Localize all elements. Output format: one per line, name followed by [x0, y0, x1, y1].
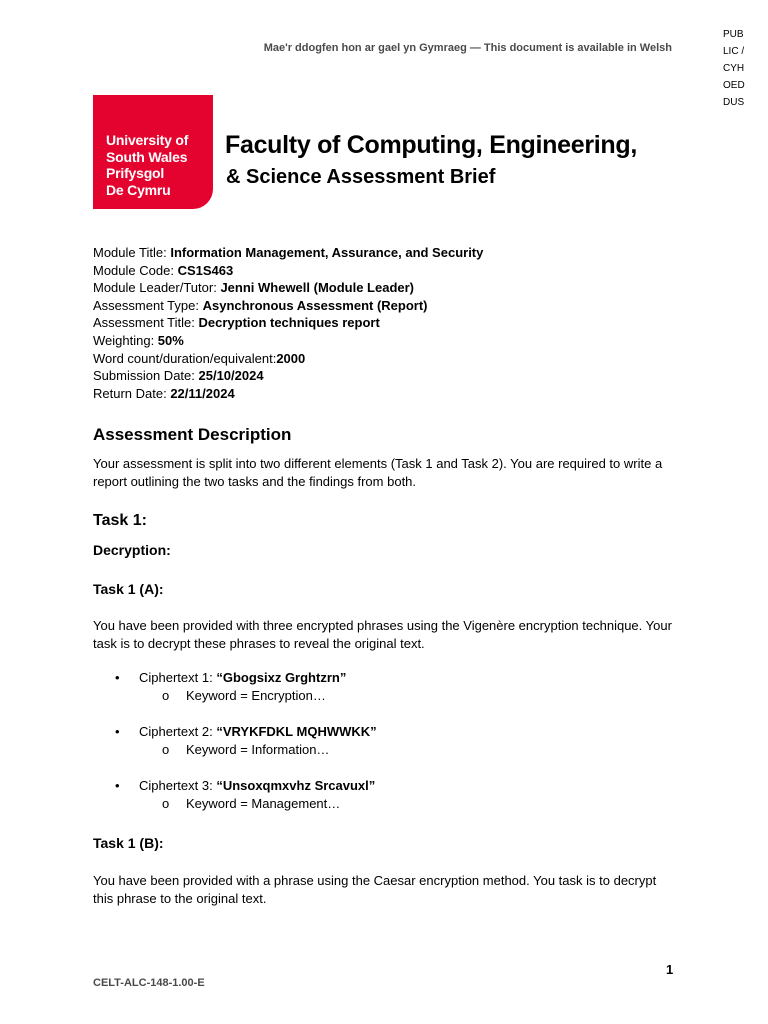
meta-label: Return Date: — [93, 385, 171, 401]
meta-value: 25/10/2024 — [198, 368, 264, 384]
document-title: Faculty of Computing, Engineering, — [225, 131, 638, 159]
cipher-label: Ciphertext 1: — [139, 670, 217, 685]
meta-label: Module Leader/Tutor: — [93, 280, 221, 296]
meta-value: 22/11/2024 — [170, 385, 235, 401]
meta-row — [93, 385, 683, 403]
welsh-availability-note: Mae'r ddogfen hon ar gael yn Gymraeg — This document is available in Welsh — [263, 42, 672, 54]
cipher-label: Ciphertext 2: — [139, 724, 217, 739]
document-subtitle: & Science Assessment Brief — [226, 166, 496, 188]
assessment-description-heading: Assessment Description — [93, 425, 292, 444]
cipher-label: Ciphertext 3: — [139, 778, 217, 793]
circle-bullet-icon: o — [162, 742, 170, 757]
keyword-text: Keyword = Encryption… — [186, 688, 326, 703]
bullet-icon: • — [115, 724, 120, 739]
meta-row — [93, 279, 683, 297]
cipher-value: “Gbogsixz Grghtzrn” — [216, 670, 347, 685]
meta-label: Weighting: — [93, 332, 158, 348]
meta-row — [93, 350, 683, 368]
task1a-heading: Task 1 (A): — [93, 581, 164, 597]
keyword-text: Keyword = Information… — [186, 742, 330, 757]
meta-row — [93, 244, 683, 262]
meta-row — [93, 262, 683, 280]
task1-heading: Task 1: — [93, 512, 147, 529]
meta-label: Module Title: — [93, 245, 171, 260]
meta-row — [93, 332, 683, 350]
cipher-value: “Unsoxqmxvhz Srcavuxl” — [216, 778, 376, 793]
document-code: CELT-ALC-148-1.00-E — [93, 977, 205, 989]
meta-value: CS1S463 — [177, 262, 234, 278]
keyword-item — [162, 742, 329, 757]
keyword-item — [162, 688, 326, 703]
bullet-icon: • — [115, 778, 120, 793]
logo-line: University of — [106, 132, 189, 148]
circle-bullet-icon: o — [162, 688, 170, 703]
meta-label: Module Code: — [93, 262, 178, 278]
meta-value: Decryption techniques report — [198, 315, 380, 331]
logo-line: South Wales — [106, 148, 188, 165]
decryption-subheading: Decryption: — [93, 542, 171, 558]
task1b-heading: Task 1 (B): — [93, 835, 164, 851]
meta-row — [93, 367, 683, 385]
cipher-item — [115, 778, 375, 793]
university-logo — [93, 95, 213, 209]
meta-value: 2000 — [276, 350, 306, 366]
meta-value: Information Management, Assurance, and Security — [170, 245, 484, 260]
classification-label: PUBLIC / CYHOEDDUS — [723, 29, 745, 108]
cipher-item — [115, 670, 346, 685]
meta-label: Assessment Title: — [93, 315, 199, 331]
meta-row — [93, 314, 683, 332]
circle-bullet-icon: o — [162, 796, 170, 811]
meta-label: Assessment Type: — [93, 297, 203, 313]
module-details — [93, 244, 683, 402]
cipher-item — [115, 724, 377, 739]
logo-line: Prifysgol — [106, 165, 165, 181]
logo-line: De Cymru — [106, 181, 171, 198]
meta-value: 50% — [157, 332, 184, 348]
bullet-icon: • — [115, 670, 120, 685]
page-number: 1 — [666, 962, 674, 977]
assessment-description-text: Your assessment is split into two different elements (Task 1 and Task 2). You are required to write a report outlining the two tasks and the findings from both. — [93, 456, 663, 489]
keyword-text: Keyword = Management… — [186, 796, 341, 811]
meta-value: Jenni Whewell (Module Leader) — [220, 280, 415, 296]
keyword-item — [162, 796, 340, 811]
cipher-value: “VRYKFDKL MQHWWKK” — [216, 724, 377, 739]
task1a-text: You have been provided with three encrypted phrases using the Vigenère encryption technique. Your task is to decrypt these phrases to reveal the original text. — [93, 618, 672, 651]
meta-row — [93, 297, 683, 315]
meta-label: Word count/duration/equivalent: — [93, 350, 277, 366]
task1b-text: You have been provided with a phrase using the Caesar encryption method. You task is to decrypt this phrase to the original text. — [93, 873, 657, 906]
meta-label: Submission Date: — [93, 368, 199, 384]
meta-value: Asynchronous Assessment (Report) — [202, 297, 428, 313]
